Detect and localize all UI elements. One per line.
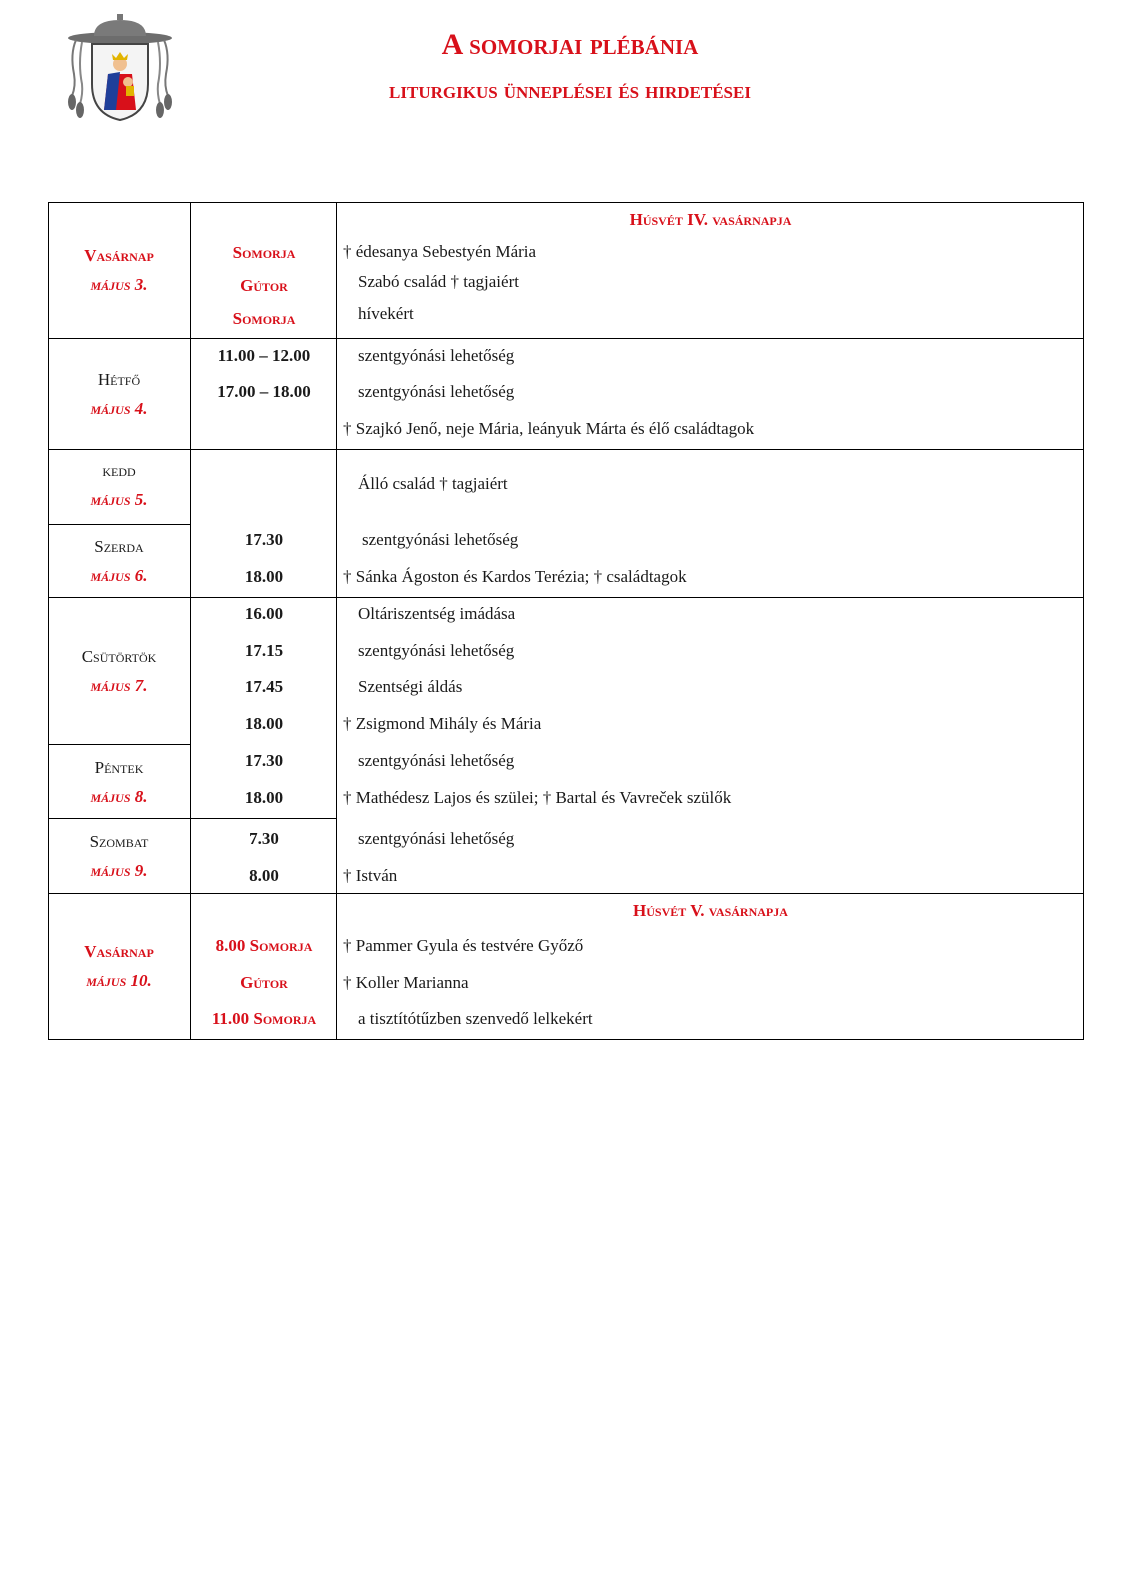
thursday-day: Csütörtök [81, 647, 157, 666]
sunday1-day: Vasárnap [84, 246, 154, 265]
wednesday-intention: † Sánka Ágoston és Kardos Terézia; † családtagok [343, 567, 687, 586]
sunday1-place: Somorja [232, 243, 296, 262]
thursday-time: 16.00 [244, 604, 284, 623]
monday-intention: szentgyónási lehetőség [358, 346, 515, 365]
friday-time: 17.30 [244, 751, 284, 770]
wednesday-day: Szerda [94, 537, 144, 556]
monday-intention: szentgyónási lehetőség [358, 382, 515, 401]
wednesday-time: 17.30 [244, 530, 284, 549]
sunday1-place: Somorja [232, 309, 296, 328]
saturday-time: 8.00 [249, 866, 279, 885]
sunday2-place: 8.00 Somorja [215, 936, 313, 955]
page-title: A somorjai plébánia [441, 28, 699, 61]
sunday2-date: május 10. [86, 971, 152, 990]
saturday-time: 7.30 [249, 829, 279, 848]
sunday1-intention: Szabó család † tagjaiért [358, 272, 519, 291]
friday-time: 18.00 [244, 788, 284, 807]
sunday2-place: Gútor [240, 973, 288, 992]
sunday1-date: május 3. [90, 275, 148, 294]
thursday-intention: † Zsigmond Mihály és Mária [343, 714, 542, 733]
tuesday-day: kedd [102, 461, 136, 480]
monday-time: 11.00 – 12.00 [217, 346, 311, 365]
tuesday-date: május 5. [90, 490, 148, 509]
monday-time: 17.00 – 18.00 [217, 382, 311, 401]
sunday1-intention: hívekért [358, 304, 414, 323]
thursday-intention: szentgyónási lehetőség [358, 641, 515, 660]
monday-intention: † Szajkó Jenő, neje Mária, leányuk Márta és élő családtagok [343, 419, 755, 438]
thursday-intention: Szentségi áldás [358, 677, 463, 696]
sunday2-day: Vasárnap [84, 942, 154, 961]
thursday-intention: Oltáriszentség imádása [358, 604, 516, 623]
monday-day: Hétfő [97, 370, 141, 389]
sunday2-place: 11.00 Somorja [211, 1009, 317, 1028]
friday-date: május 8. [90, 787, 148, 806]
friday-intention: † Mathédesz Lajos és szülei; † Bartal és Vavreček szülők [343, 788, 732, 807]
friday-day: Péntek [94, 758, 144, 777]
saturday-date: május 9. [90, 861, 148, 880]
sunday2-intention: † Koller Marianna [343, 973, 469, 992]
tuesday-intention: Álló család † tagjaiért [358, 474, 508, 493]
page-subtitle: liturgikus ünneplései és hirdetései [389, 78, 751, 104]
parish-coat-of-arms-icon [64, 14, 176, 122]
saturday-intention: szentgyónási lehetőség [358, 829, 515, 848]
wednesday-time: 18.00 [244, 567, 284, 586]
thursday-time: 17.15 [244, 641, 284, 660]
sunday2-heading: Húsvét V. vasárnapja [633, 901, 788, 920]
wednesday-intention: szentgyónási lehetőség [362, 530, 519, 549]
saturday-intention: † István [343, 866, 398, 885]
thursday-time: 17.45 [244, 677, 284, 696]
saturday-day: Szombat [89, 832, 149, 851]
wednesday-date: május 6. [90, 566, 148, 585]
sunday1-place: Gútor [240, 276, 288, 295]
friday-intention: szentgyónási lehetőség [358, 751, 515, 770]
thursday-date: május 7. [90, 676, 148, 695]
sunday1-intention: † édesanya Sebestyén Mária [343, 242, 537, 261]
sunday2-intention: † Pammer Gyula és testvére Győző [343, 936, 584, 955]
monday-date: május 4. [90, 399, 148, 418]
thursday-time: 18.00 [244, 714, 284, 733]
sunday1-heading: Húsvét IV. vasárnapja [629, 210, 792, 229]
sunday2-intention: a tisztítótűzben szenvedő lelkekért [358, 1009, 593, 1028]
